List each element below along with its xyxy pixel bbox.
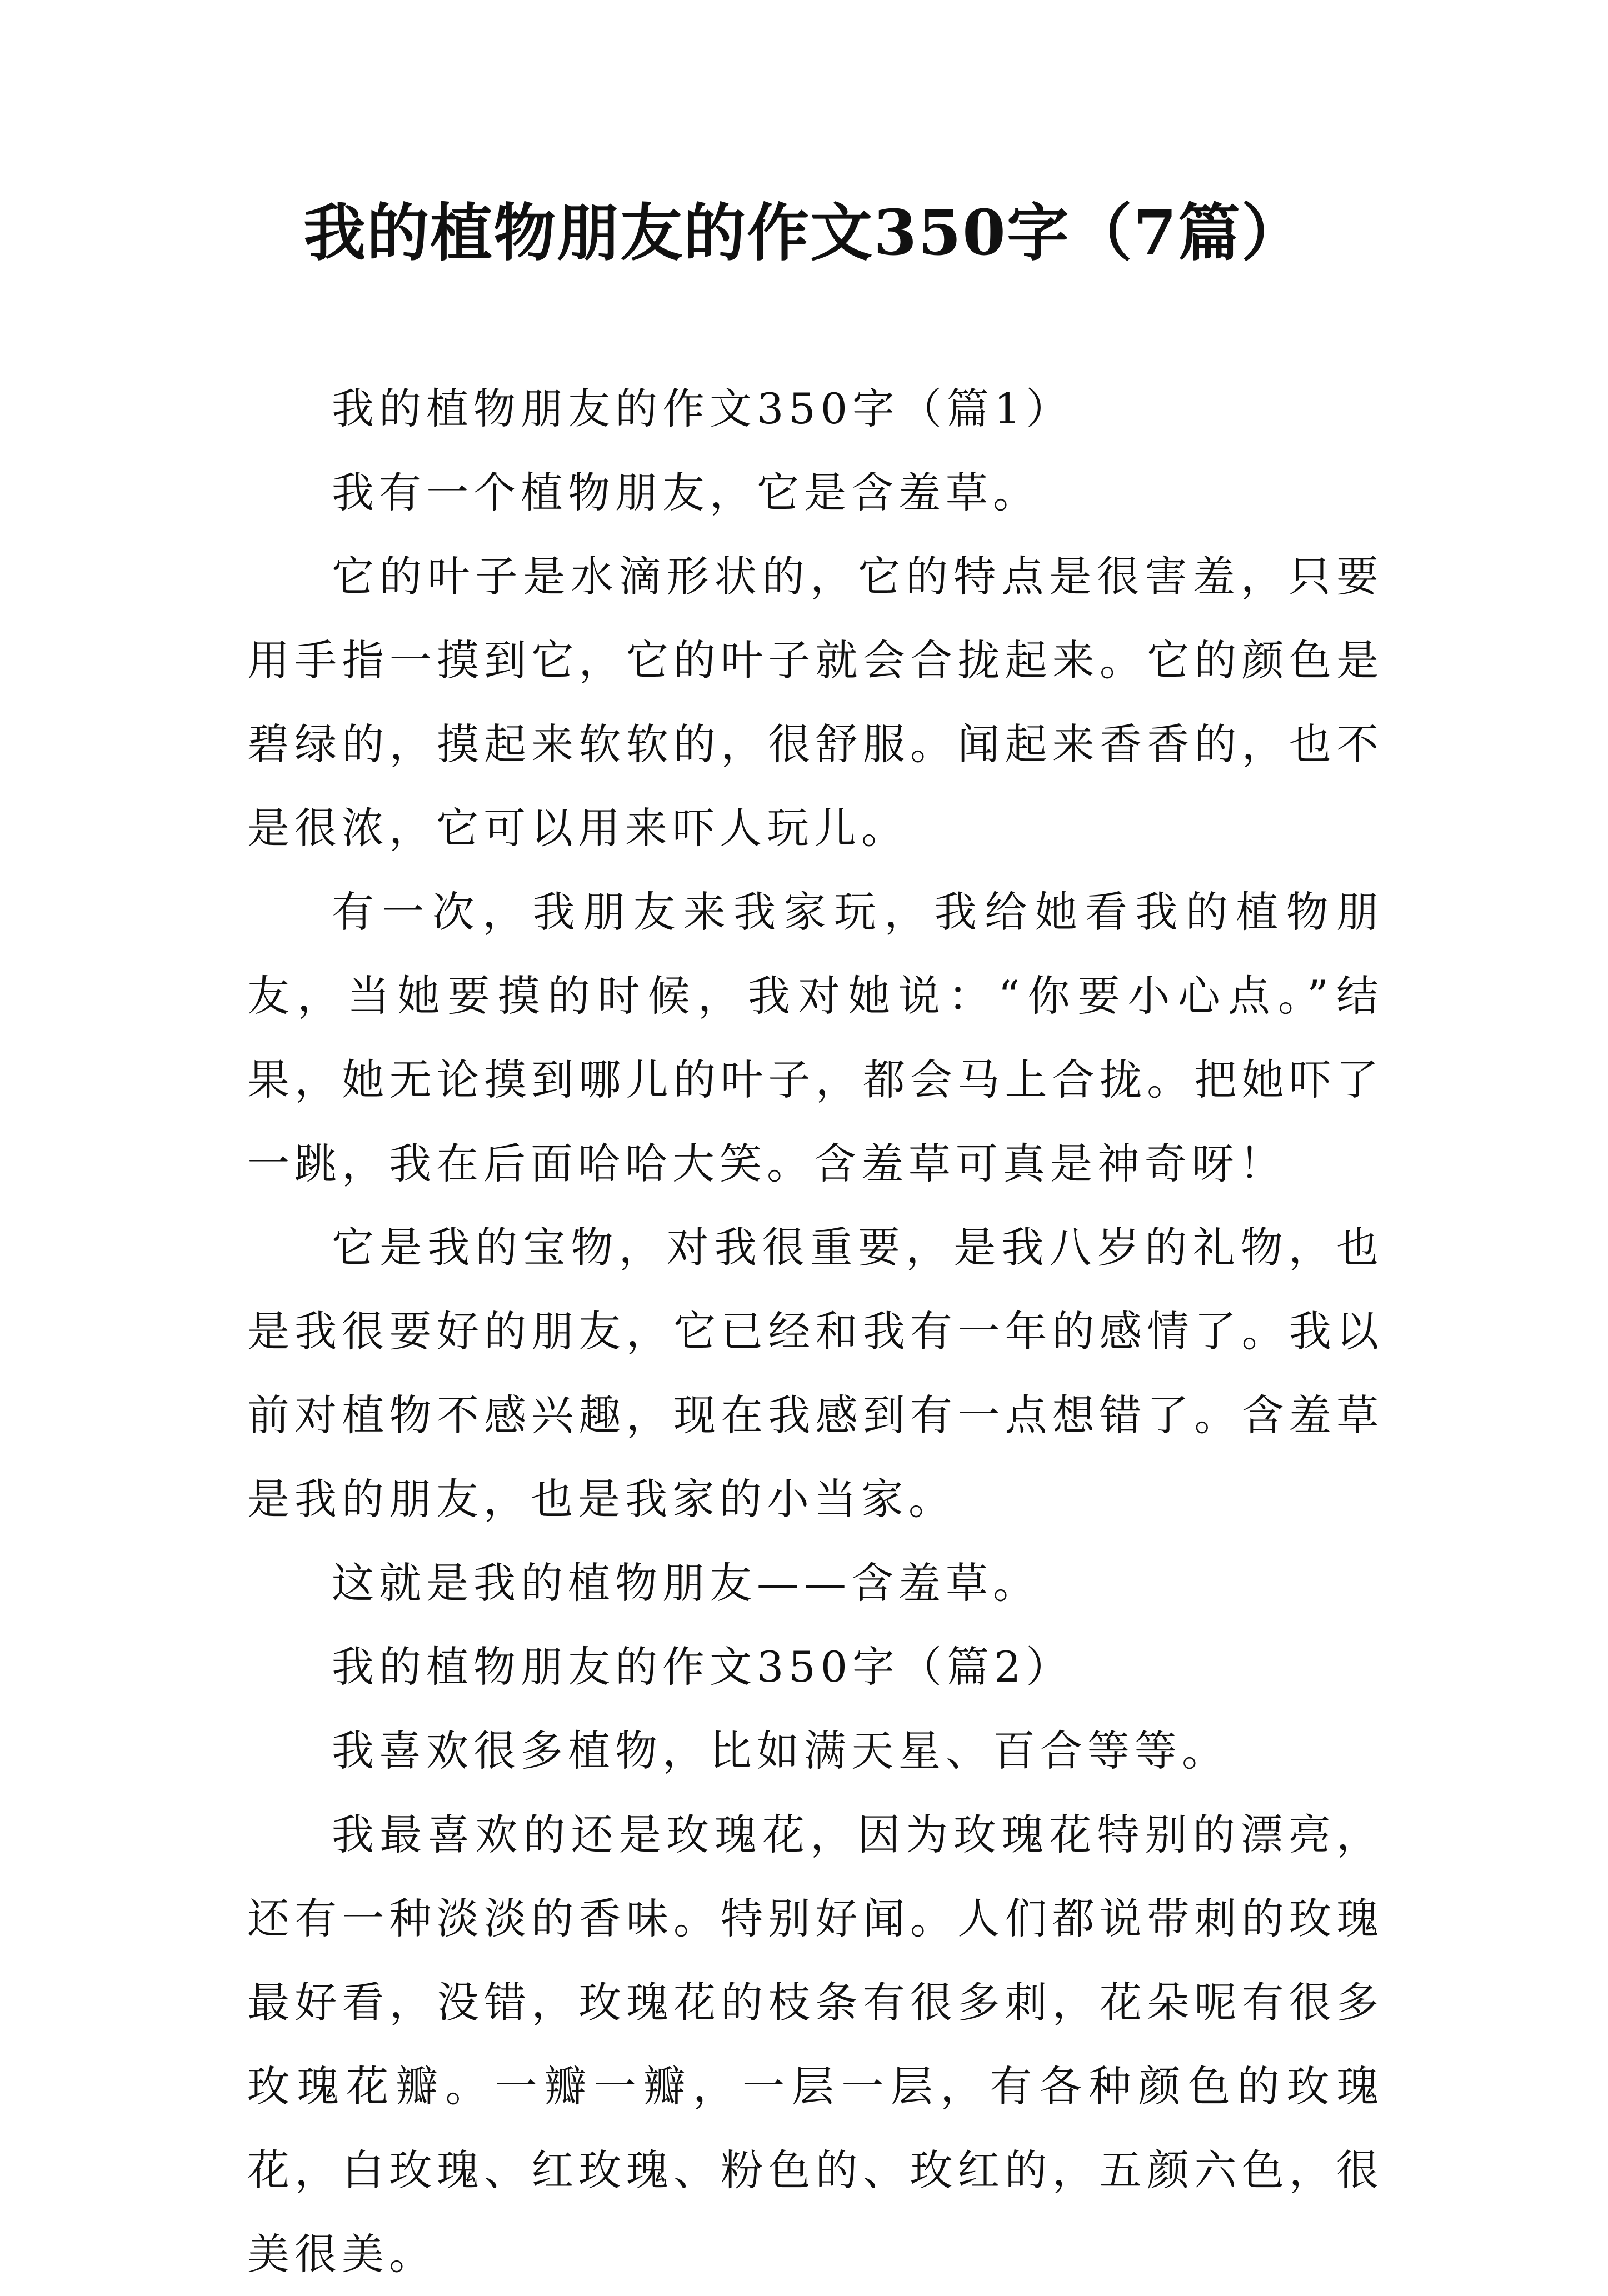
section-heading-2: 我的植物朋友的作文350字（篇2）	[332, 1642, 1073, 1692]
paragraph: 我最喜欢的还是玫瑰花，因为玫瑰花特别的漂亮，还有一种淡淡的香味。特别好闻。人们都说带刺的玫瑰最好看，没错，玫瑰花的枝条有很多刺，花朵呢有很多玫瑰花瓣。一瓣一瓣，一层一层，有各种颜色的玫瑰花，白玫瑰、红玫瑰、粉色的、玫红的，五颜六色，很美很美。	[247, 1810, 1384, 2279]
paragraph: 这就是我的植物朋友——含羞草。	[332, 1558, 1040, 1608]
section-heading-1: 我的植物朋友的作文350字（篇1）	[332, 384, 1073, 433]
document-body	[247, 367, 1384, 2296]
document-title: 我的植物朋友的作文350字（7篇）	[303, 197, 1305, 269]
paragraph: 它的叶子是水滴形状的，它的特点是很害羞，只要用手指一摸到它，它的叶子就会合拢起来。它的颜色是碧绿的，摸起来软软的，很舒服。闻起来香香的，也不是很浓，它可以用来吓人玩儿。	[247, 552, 1384, 853]
paragraph: 它是我的宝物，对我很重要，是我八岁的礼物，也是我很要好的朋友，它已经和我有一年的感情了。我以前对植物不感兴趣，现在我感到有一点想错了。含羞草是我的朋友，也是我家的小当家。	[247, 1223, 1384, 1524]
paragraph: 有一次，我朋友来我家玩，我给她看我的植物朋友，当她要摸的时候，我对她说：“你要小心点。”结果，她无论摸到哪儿的叶子，都会马上合拢。把她吓了一跳，我在后面哈哈大笑。含羞草可真是神奇呀！	[247, 887, 1384, 1188]
paragraph: 我喜欢很多植物，比如满天星、百合等等。	[332, 1726, 1229, 1775]
paragraph: 我有一个植物朋友，它是含羞草。	[332, 468, 1040, 517]
